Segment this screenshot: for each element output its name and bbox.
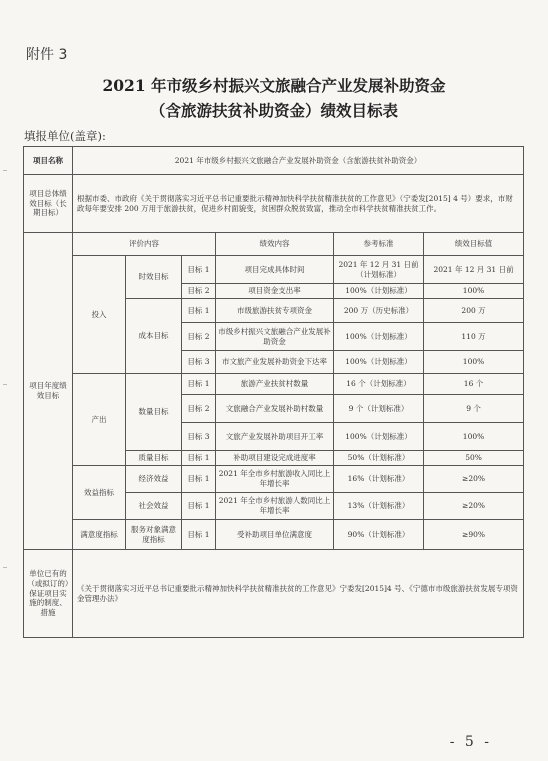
header-target-value: 绩效目标值 xyxy=(424,233,524,256)
standard-cell: 50%（计划标准） xyxy=(334,451,424,466)
overall-goal-row xyxy=(24,175,524,233)
value-cell: 110 万 xyxy=(424,323,524,351)
subcategory-cell: 服务对象满意度指标 xyxy=(126,520,182,550)
standard-cell: 16%（计划标准） xyxy=(334,466,424,493)
table-row xyxy=(24,466,524,493)
subcategory-cell: 社会效益 xyxy=(126,493,182,520)
content-cell: 项目资金支出率 xyxy=(216,284,334,299)
content-cell: 市文旅产业发展补助资金下达率 xyxy=(216,351,334,374)
standard-cell: 90%（计划标准） xyxy=(334,520,424,550)
content-cell: 市级旅游扶贫专项资金 xyxy=(216,299,334,323)
margin-mark xyxy=(3,567,7,568)
overall-goal-label: 项目总体绩效目标（长期目标） xyxy=(24,175,73,233)
target-cell: 目标 1 xyxy=(182,374,216,395)
content-cell: 2021 年全市乡村旅游人数同比上年增长率 xyxy=(216,493,334,520)
target-cell: 目标 2 xyxy=(182,395,216,423)
margin-mark xyxy=(3,170,7,171)
content-cell: 补助项目建设完成进度率 xyxy=(216,451,334,466)
category-cell: 效益指标 xyxy=(73,466,126,520)
policy-row xyxy=(24,550,524,638)
content-cell: 旅游产业扶贫村数量 xyxy=(216,374,334,395)
header-row xyxy=(24,233,524,256)
value-cell: 100% xyxy=(424,284,524,299)
category-cell: 投入 xyxy=(73,256,126,374)
target-cell: 目标 2 xyxy=(182,284,216,299)
annual-target-label: 项目年度绩效目标 xyxy=(24,233,73,550)
target-cell: 目标 1 xyxy=(182,493,216,520)
filler-unit-label: 填报单位(盖章): xyxy=(24,129,106,143)
content-cell: 文旅融合产业发展补助村数量 xyxy=(216,395,334,423)
page-number: - 5 - xyxy=(449,734,492,750)
content-cell: 2021 年全市乡村旅游收入同比上年增长率 xyxy=(216,466,334,493)
value-cell: 2021 年 12 月 31 日前 xyxy=(424,256,524,284)
value-cell: ≥20% xyxy=(424,493,524,520)
standard-cell: 13%（计划标准） xyxy=(334,493,424,520)
table-row xyxy=(24,256,524,284)
table-row xyxy=(24,520,524,550)
target-cell: 目标 2 xyxy=(182,323,216,351)
policy-label: 单位已有的（或拟订的）保证项目实施的制度、措施 xyxy=(24,550,73,638)
policy-value: 《关于贯彻落实习近平总书记重要批示精神加快科学扶贫精准扶贫的工作意见》宁委发[2015]4 号、《宁德市市级旅游扶贫发展专项资金管理办法》 xyxy=(73,550,524,638)
header-performance: 绩效内容 xyxy=(216,233,334,256)
subcategory-cell: 质量目标 xyxy=(126,451,182,466)
standard-cell: 2021 年 12 月 31 日前（计划标准） xyxy=(334,256,424,284)
table-row xyxy=(24,374,524,395)
subcategory-cell: 成本目标 xyxy=(126,299,182,374)
standard-cell: 100%（计划标准） xyxy=(334,323,424,351)
standard-cell: 100%（计划标准） xyxy=(334,423,424,451)
value-cell: 200 万 xyxy=(424,299,524,323)
value-cell: ≥90% xyxy=(424,520,524,550)
header-evaluation: 评价内容 xyxy=(73,233,216,256)
value-cell: 50% xyxy=(424,451,524,466)
header-standard: 参考标准 xyxy=(334,233,424,256)
standard-cell: 9 个（计划标准） xyxy=(334,395,424,423)
target-cell: 目标 3 xyxy=(182,423,216,451)
value-cell: 16 个 xyxy=(424,374,524,395)
project-name-label: 项目名称 xyxy=(24,147,73,175)
document-title-line-1: 2021 年市级乡村振兴文旅融合产业发展补助资金 xyxy=(102,76,446,95)
value-cell: 100% xyxy=(424,351,524,374)
standard-cell: 100%（计划标准） xyxy=(334,351,424,374)
content-cell: 市级乡村振兴文旅融合产业发展补助资金 xyxy=(216,323,334,351)
category-cell: 满意度指标 xyxy=(73,520,126,550)
overall-goal-value: 根据市委、市政府《关于贯彻落实习近平总书记重要批示精神加快科学扶贫精准扶贫的工作意见》（宁委发[2015] 4 号）要求，市财政每年要安排 200 万用于旅游扶贫，促进乡村面貌变，贫困群众脱贫致富，推动全市科学扶贫精准扶贫工作。 xyxy=(73,175,524,233)
target-cell: 目标 3 xyxy=(182,351,216,374)
subcategory-cell: 经济效益 xyxy=(126,466,182,493)
content-cell: 受补助项目单位满意度 xyxy=(216,520,334,550)
subcategory-cell: 时效目标 xyxy=(126,256,182,299)
standard-cell: 16 个（计划标准） xyxy=(334,374,424,395)
standard-cell: 200 万（历史标准） xyxy=(334,299,424,323)
project-name-value: 2021 年市级乡村振兴文旅融合产业发展补助资金（含旅游扶贫补助资金） xyxy=(73,147,524,175)
value-cell: 9 个 xyxy=(424,395,524,423)
value-cell: 100% xyxy=(424,423,524,451)
performance-target-table xyxy=(23,146,524,638)
target-cell: 目标 1 xyxy=(182,299,216,323)
target-cell: 目标 1 xyxy=(182,256,216,284)
target-cell: 目标 1 xyxy=(182,451,216,466)
target-cell: 目标 1 xyxy=(182,466,216,493)
project-name-row xyxy=(24,147,524,175)
value-cell: ≥20% xyxy=(424,466,524,493)
annex-label: 附件 3 xyxy=(26,47,68,63)
subcategory-cell: 数量目标 xyxy=(126,374,182,451)
target-cell: 目标 1 xyxy=(182,520,216,550)
category-cell: 产出 xyxy=(73,374,126,466)
document-title-line-2: （含旅游扶贫补助资金）绩效目标表 xyxy=(149,101,398,120)
margin-mark xyxy=(3,384,7,385)
content-cell: 项目完成具体时间 xyxy=(216,256,334,284)
standard-cell: 100%（计划标准） xyxy=(334,284,424,299)
content-cell: 文旅产业发展补助项目开工率 xyxy=(216,423,334,451)
